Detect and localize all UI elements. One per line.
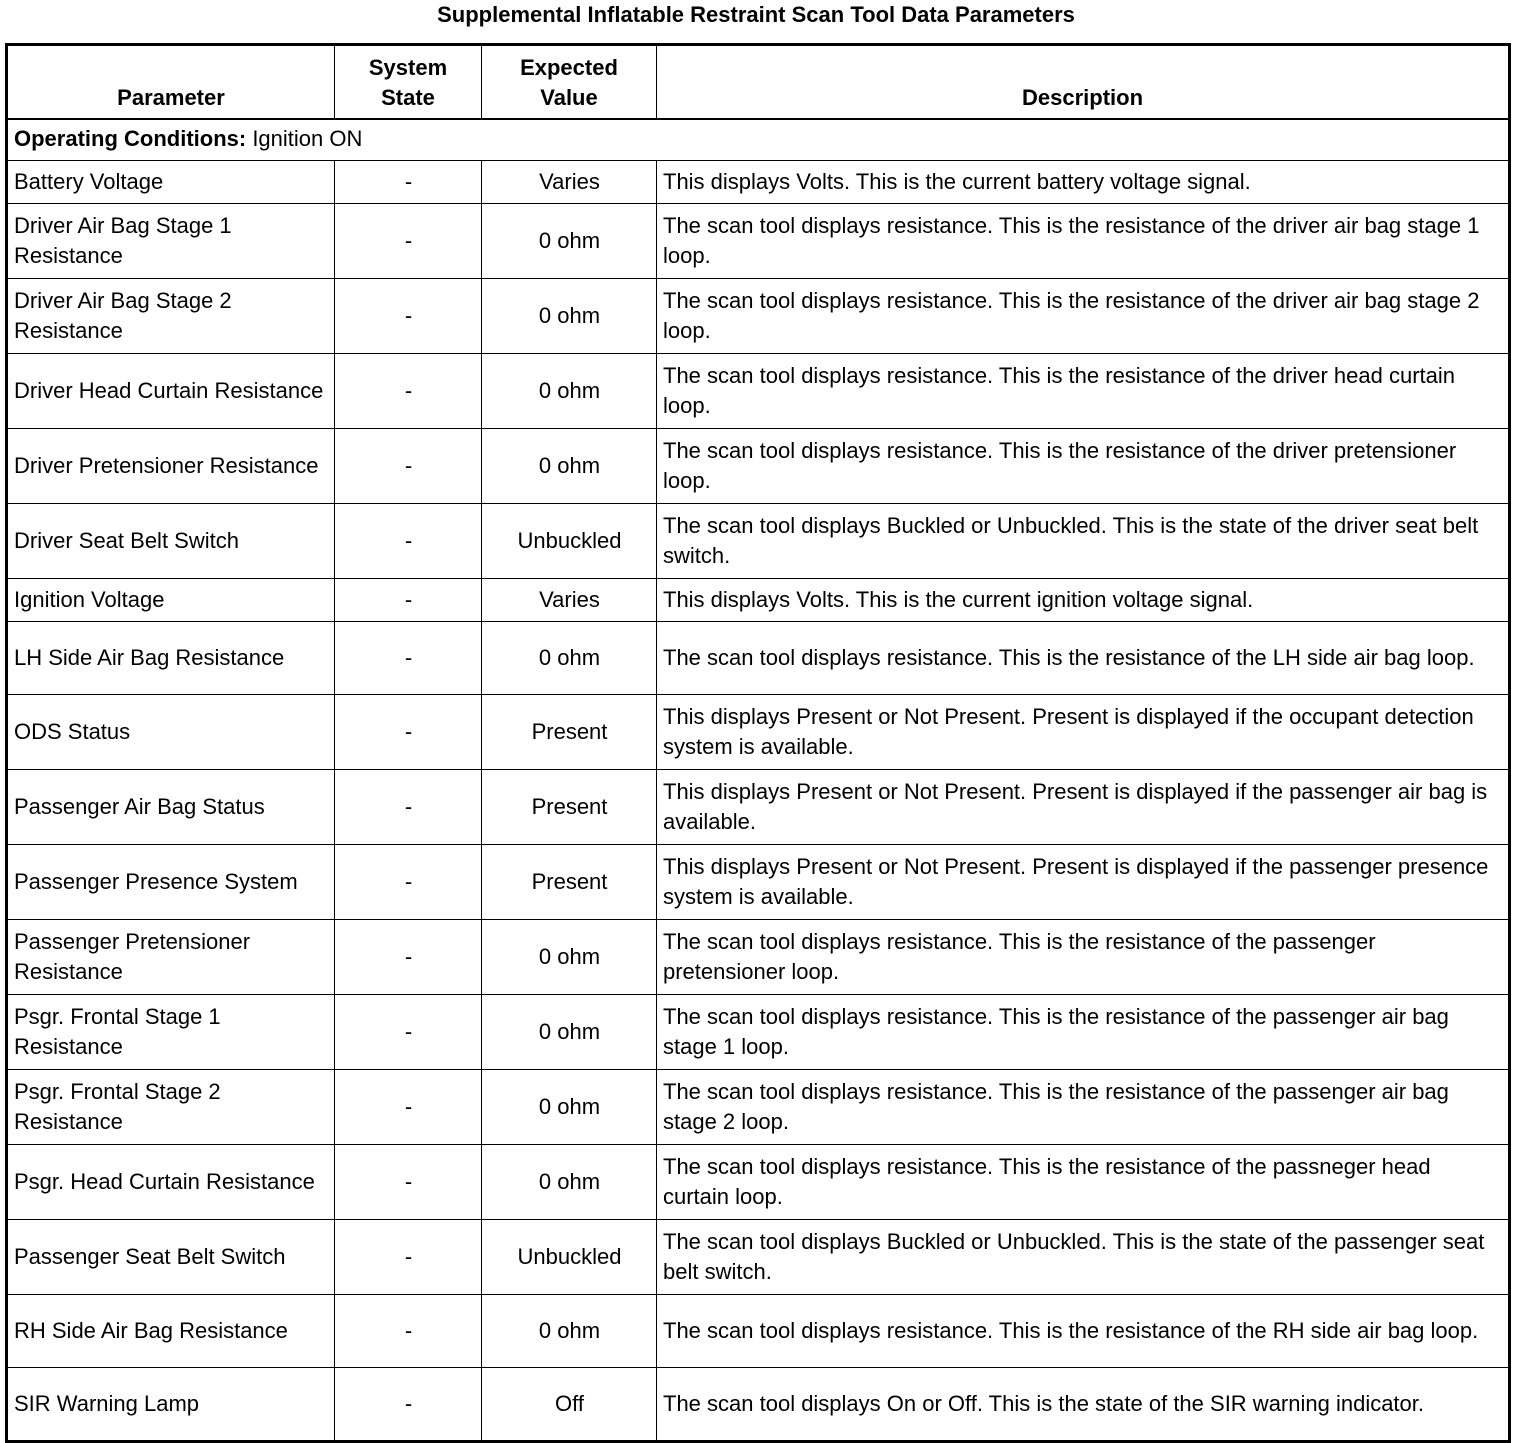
header-expected-value-line2: Value xyxy=(540,85,598,110)
system-state-cell: - xyxy=(335,161,482,204)
table-row xyxy=(7,1070,1510,1145)
system-state-cell: - xyxy=(335,429,482,504)
expected-value-cell: Present xyxy=(482,845,657,920)
expected-value-cell: 0 ohm xyxy=(482,429,657,504)
system-state-cell: - xyxy=(335,354,482,429)
operating-conditions-value: Ignition ON xyxy=(246,126,363,151)
parameter-cell: Ignition Voltage xyxy=(7,579,335,622)
system-state-cell: - xyxy=(335,504,482,579)
system-state-cell: - xyxy=(335,1070,482,1145)
table-header xyxy=(7,45,1510,120)
description-cell: The scan tool displays resistance. This is the resistance of the passenger air bag stage 2 loop. xyxy=(657,1070,1510,1145)
expected-value-cell: 0 ohm xyxy=(482,279,657,354)
table-row xyxy=(7,845,1510,920)
parameter-cell: RH Side Air Bag Resistance xyxy=(7,1295,335,1368)
expected-value-cell: 0 ohm xyxy=(482,622,657,695)
system-state-cell: - xyxy=(335,695,482,770)
parameter-cell: Psgr. Frontal Stage 1 Resistance xyxy=(7,995,335,1070)
system-state-cell: - xyxy=(335,1220,482,1295)
parameter-cell: SIR Warning Lamp xyxy=(7,1368,335,1442)
description-cell: The scan tool displays resistance. This is the resistance of the driver pretensioner loop. xyxy=(657,429,1510,504)
system-state-cell: - xyxy=(335,770,482,845)
table-row xyxy=(7,204,1510,279)
parameter-cell: Passenger Pretensioner Resistance xyxy=(7,920,335,995)
expected-value-cell: Off xyxy=(482,1368,657,1442)
description-cell: This displays Present or Not Present. Present is displayed if the occupant detection system is available. xyxy=(657,695,1510,770)
expected-value-cell: 0 ohm xyxy=(482,920,657,995)
table-row xyxy=(7,1220,1510,1295)
table-row xyxy=(7,920,1510,995)
header-system-state xyxy=(335,45,482,120)
parameter-cell: LH Side Air Bag Resistance xyxy=(7,622,335,695)
expected-value-cell: Varies xyxy=(482,161,657,204)
data-parameters-table xyxy=(5,43,1511,1443)
operating-conditions-row xyxy=(7,119,1510,161)
system-state-cell: - xyxy=(335,920,482,995)
expected-value-cell: 0 ohm xyxy=(482,995,657,1070)
table-row xyxy=(7,429,1510,504)
table-row xyxy=(7,579,1510,622)
header-system-state-line1: System xyxy=(368,55,448,80)
header-expected-value xyxy=(482,45,657,120)
operating-conditions-label: Operating Conditions: xyxy=(14,126,247,151)
table-row xyxy=(7,354,1510,429)
description-cell: The scan tool displays resistance. This is the resistance of the passneger head curtain loop. xyxy=(657,1145,1510,1220)
parameter-cell: Driver Head Curtain Resistance xyxy=(7,354,335,429)
system-state-cell: - xyxy=(335,279,482,354)
description-cell: The scan tool displays resistance. This is the resistance of the passenger air bag stage 1 loop. xyxy=(657,995,1510,1070)
parameter-cell: Psgr. Head Curtain Resistance xyxy=(7,1145,335,1220)
expected-value-cell: Unbuckled xyxy=(482,1220,657,1295)
header-row xyxy=(7,45,1510,120)
table-row xyxy=(7,695,1510,770)
parameter-cell: Passenger Seat Belt Switch xyxy=(7,1220,335,1295)
table-row xyxy=(7,279,1510,354)
table-row xyxy=(7,1368,1510,1442)
table-row xyxy=(7,504,1510,579)
description-cell: The scan tool displays resistance. This is the resistance of the driver air bag stage 1 loop. xyxy=(657,204,1510,279)
page-title: Supplemental Inflatable Restraint Scan Tool Data Parameters xyxy=(437,2,1075,27)
parameter-cell: Driver Air Bag Stage 1 Resistance xyxy=(7,204,335,279)
parameter-cell: ODS Status xyxy=(7,695,335,770)
description-cell: The scan tool displays Buckled or Unbuckled. This is the state of the driver seat belt switch. xyxy=(657,504,1510,579)
header-system-state-line2: State xyxy=(381,85,435,110)
description-cell: The scan tool displays On or Off. This is the state of the SIR warning indicator. xyxy=(657,1368,1510,1442)
expected-value-cell: Varies xyxy=(482,579,657,622)
system-state-cell: - xyxy=(335,995,482,1070)
system-state-cell: - xyxy=(335,579,482,622)
table-row xyxy=(7,1145,1510,1220)
parameter-cell: Passenger Air Bag Status xyxy=(7,770,335,845)
description-cell: The scan tool displays Buckled or Unbuckled. This is the state of the passenger seat belt switch. xyxy=(657,1220,1510,1295)
description-cell: This displays Present or Not Present. Present is displayed if the passenger air bag is available. xyxy=(657,770,1510,845)
data-parameters-table-container xyxy=(5,43,1508,1443)
parameter-cell: Psgr. Frontal Stage 2 Resistance xyxy=(7,1070,335,1145)
expected-value-cell: Unbuckled xyxy=(482,504,657,579)
header-description: Description xyxy=(657,45,1510,120)
system-state-cell: - xyxy=(335,622,482,695)
parameter-cell: Battery Voltage xyxy=(7,161,335,204)
description-cell: The scan tool displays resistance. This is the resistance of the driver head curtain loop. xyxy=(657,354,1510,429)
table-row xyxy=(7,1295,1510,1368)
header-parameter: Parameter xyxy=(7,45,335,120)
table-row xyxy=(7,995,1510,1070)
expected-value-cell: Present xyxy=(482,695,657,770)
table-row xyxy=(7,622,1510,695)
parameter-cell: Driver Pretensioner Resistance xyxy=(7,429,335,504)
table-row xyxy=(7,770,1510,845)
system-state-cell: - xyxy=(335,1368,482,1442)
expected-value-cell: 0 ohm xyxy=(482,354,657,429)
parameter-cell: Driver Air Bag Stage 2 Resistance xyxy=(7,279,335,354)
system-state-cell: - xyxy=(335,1145,482,1220)
description-cell: The scan tool displays resistance. This is the resistance of the RH side air bag loop. xyxy=(657,1295,1510,1368)
system-state-cell: - xyxy=(335,845,482,920)
table-row xyxy=(7,161,1510,204)
description-cell: This displays Volts. This is the current battery voltage signal. xyxy=(657,161,1510,204)
expected-value-cell: 0 ohm xyxy=(482,1145,657,1220)
expected-value-cell: 0 ohm xyxy=(482,204,657,279)
description-cell: The scan tool displays resistance. This is the resistance of the LH side air bag loop. xyxy=(657,622,1510,695)
parameter-cell: Passenger Presence System xyxy=(7,845,335,920)
header-expected-value-line1: Expected xyxy=(520,55,618,80)
expected-value-cell: 0 ohm xyxy=(482,1295,657,1368)
table-body xyxy=(7,119,1510,1442)
description-cell: This displays Present or Not Present. Present is displayed if the passenger presence system is available. xyxy=(657,845,1510,920)
system-state-cell: - xyxy=(335,1295,482,1368)
operating-conditions-cell xyxy=(7,119,1510,161)
description-cell: The scan tool displays resistance. This is the resistance of the driver air bag stage 2 loop. xyxy=(657,279,1510,354)
parameter-cell: Driver Seat Belt Switch xyxy=(7,504,335,579)
description-cell: This displays Volts. This is the current ignition voltage signal. xyxy=(657,579,1510,622)
system-state-cell: - xyxy=(335,204,482,279)
expected-value-cell: 0 ohm xyxy=(482,1070,657,1145)
expected-value-cell: Present xyxy=(482,770,657,845)
description-cell: The scan tool displays resistance. This is the resistance of the passenger pretensioner loop. xyxy=(657,920,1510,995)
